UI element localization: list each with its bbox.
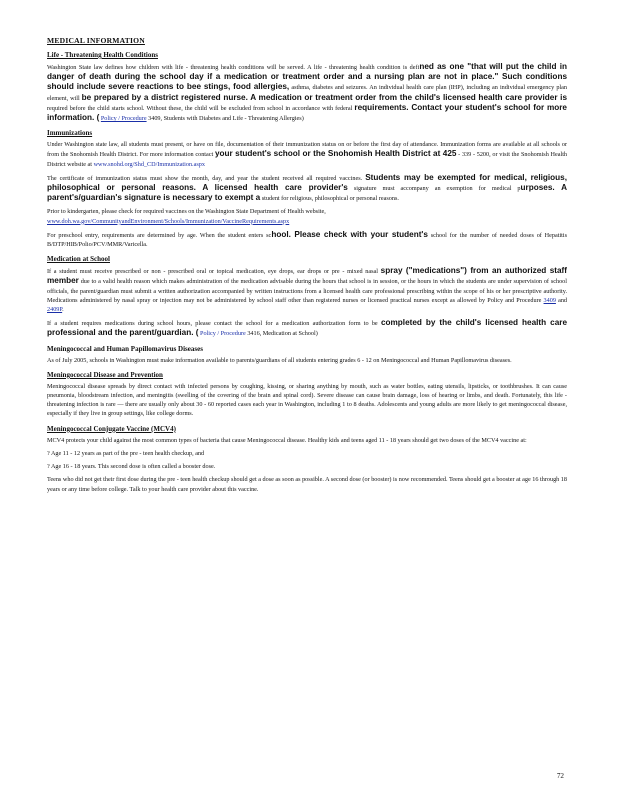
section-heading-meningococcal-disease: Meningococcal Disease and Prevention	[47, 370, 163, 379]
section-heading-life-threatening: Life - Threatening Health Conditions	[47, 51, 158, 59]
document-page	[47, 36, 567, 498]
mcv4-bullet-2: ? Age 16 - 18 years. This second dose is often called a booster dose.	[47, 463, 216, 471]
mcv4-paragraph-1: MCV4 protects your child against the most common types of bacteria that cause Meningococcal disease. Healthy kids and teens aged 11 - 18 years should get two doses of the MCV4 vaccine at:	[47, 436, 527, 444]
mcv4-paragraph-2: Teens who did not get their first dose during the pre - teen health checkup should get a dose as soon as possible. A second dose (or booster) is now recommended. Teens should get a booster at age 16 through 18 years or any time before college. Talk to your health care provider about this vaccine.	[47, 476, 567, 493]
snohd-url[interactable]: www.snohd.org/Shd_CD/Immunization.aspx	[93, 160, 205, 168]
immunizations-paragraph-2: The certificate of immunization status must show the month, day, and year the student received all required vaccines. Students may be exempted for medical, religious, philosophical or personal reasons. A licensed health care provider's signature must accompany an exemption for medical purposes. A parent's/guardian's signature is necessary to exempt a student for religious, philosophical or personal reasons.	[47, 172, 568, 203]
section-heading-meningococcal-hpv: Meningococcal and Human Papillomavirus Diseases	[47, 344, 203, 353]
medication-paragraph-2: If a student requires medications during school hours, please contact the school for a medication authorization form to be completed by the child's licensed health care professional and the parent/guardian. ( Policy / Procedure 3416, Medication at School)	[47, 318, 567, 338]
section-heading-immunizations: Immunizations	[47, 129, 93, 138]
doh-url-link[interactable]: www.doh.wa.gov/CommunityandEnvironment/Schools/Immunization/VaccineRequirements.aspx	[47, 217, 290, 225]
meningococcal-disease-paragraph: Meningococcal disease spreads by direct contact with infected persons by coughing, kissing, or sharing anything by mouth, such as water bottles, eating utensils, lipsticks, or toothbrushes. It can cause pneumonia, bloodstream infection, and meningitis (swelling of the covering of the brain and spinal cord). Severe disease can cause brain damage, loss of hearing or limbs, and death. Fortunately, this life - threatening infection is rare — there are usually only about 30 - 60 reported cases each year in Washington, including 1 to 8 deaths. Adolescents and young adults are more likely to get meningococcal disease, especially if they live in group settings, like college dorms.	[47, 382, 567, 418]
policy-3409-link[interactable]: 3409	[543, 296, 556, 304]
immunizations-paragraph-4: For preschool entry, requirements are determined by age. When the student enters school. Please check with your student's school for the number of needed doses of Hepatitis B/DTP/HIB/Polio/PCV/MMR/Varicella.	[47, 229, 568, 249]
policy-procedure-3416-link[interactable]: Policy / Procedure	[200, 330, 246, 338]
meningococcal-hpv-paragraph: As of July 2005, schools in Washington must make information available to parents/guardians of all students entering grades 6 - 12 on Meningococcal and Human Papillomavirus diseases.	[47, 356, 512, 364]
policy-procedure-link[interactable]: Policy / Procedure	[100, 115, 147, 123]
medication-paragraph-1: If a student must receive prescribed or non - prescribed oral or topical medication, eye drops, ear drops or pre - mixed nasal spray ("medications") from an authorized staff member due to a valid health reason which makes administration of the medication advisable during the hours that school is in session, or the hours in which the students are under supervision of school officials, the parent/guardian must submit a written authorization accompanied by written instructions from a licensed health care professional prescribing within the scope of his or her prescriptive authority. Medications administered by nasal spray or injection may not be administered by school staff other than registered nurses or licensed practical nurses except as allowed by Policy and Procedure 3409 and 2409P.	[47, 266, 568, 314]
policy-2409p-link[interactable]: 2409P	[47, 306, 63, 314]
section-heading-mcv4: Meningococcal Conjugate Vaccine (MCV4)	[47, 424, 176, 433]
section-heading-medication: Medication at School	[47, 255, 110, 264]
page-title: MEDICAL INFORMATION	[47, 36, 145, 45]
immunizations-paragraph-1: Under Washington state law, all students must present, or have on file, documentation of their immunization status on or before the first day of attendance. Immunization forms are available at all schools or from the Snohomish Health District. For more information contact your student's school or the Snohomish Health District at 425 - 339 - 5200, or visit the Snohomish Health District website at www.snohd.org/Shd_CD/Immunization.aspx	[47, 141, 568, 168]
immunizations-paragraph-3: Prior to kindergarten, please check for required vaccines on the Washington State Department of Health website, www.doh.wa.gov/CommunityandEnvironment/Schools/Immunization/VaccineRequirements.aspx	[47, 208, 326, 225]
page-number: 72	[556, 772, 564, 780]
life-threatening-paragraph: Washington State law defines how children with life - threatening health conditions will be served. A life - threatening health condition is defined as one "that will put the child in danger of death during the school day if a medication or treatment order and a nursing plan are not in place." Such conditions should include severe reactions to bee stings, food allergies, asthma, diabetes and seizures. An individual health care plan (IHP), including an individual emergency plan element, will be prepared by a district registered nurse. A medication or treatment order from the child's licensed health care provider is required before the child starts school. Without these, the child will be excluded from school in accordance with federal requirements. Contact your student's school for more information. ( Policy / Procedure 3409, Students with Diabetes and Life - Threatening Allergies)	[47, 62, 568, 123]
mcv4-bullet-1: ? Age 11 - 12 years as part of the pre - teen health checkup, and	[47, 449, 205, 457]
